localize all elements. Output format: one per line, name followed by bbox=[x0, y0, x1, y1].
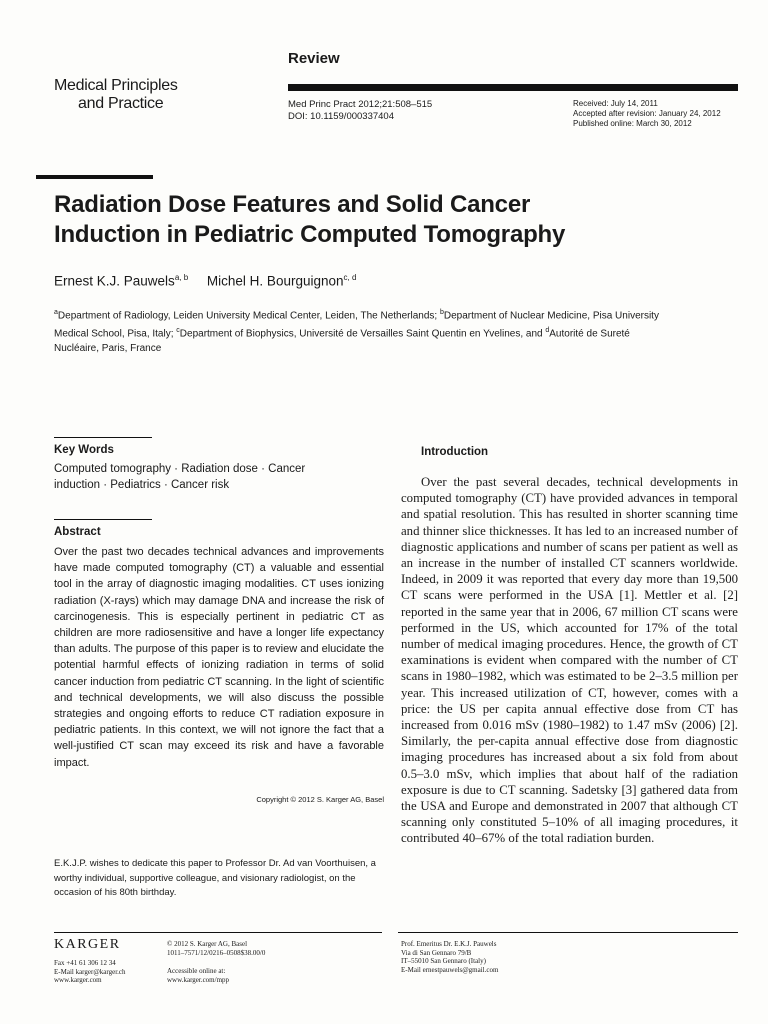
keywords-rule bbox=[54, 437, 152, 438]
affiliation-text: Department of Radiology, Leiden University Medical Center, Leiden, The Netherlands; bbox=[57, 310, 440, 322]
citation-reference: Med Princ Pract 2012;21:508–515 bbox=[288, 99, 433, 110]
correspondence-name: Prof. Emeritus Dr. E.K.J. Pauwels bbox=[401, 940, 497, 948]
article-title-line1: Radiation Dose Features and Solid Cancer bbox=[54, 191, 531, 218]
online-label: Accessible online at: bbox=[167, 967, 226, 975]
footer-rule-left bbox=[54, 932, 382, 933]
article-title-line2: Induction in Pediatric Computed Tomography bbox=[54, 221, 566, 248]
publisher-contact bbox=[54, 959, 126, 985]
header-rule bbox=[288, 84, 738, 91]
affiliation-text: Department of Biophysics, Université de Versailles Saint Quentin en Yvelines, and bbox=[179, 328, 546, 340]
author-name: Ernest K.J. Pauwels bbox=[54, 273, 175, 289]
affiliation-marker: d bbox=[545, 326, 550, 334]
author-name: Michel H. Bourguignon bbox=[206, 273, 344, 289]
keywords-list bbox=[54, 461, 354, 493]
abstract-heading: Abstract bbox=[54, 526, 101, 538]
affiliation-marker: c bbox=[176, 326, 180, 334]
abstract-copyright: Copyright © 2012 S. Karger AG, Basel bbox=[256, 795, 384, 804]
footer-copyright: © 2012 S. Karger AG, Basel bbox=[167, 940, 248, 948]
journal-name bbox=[54, 77, 178, 113]
dedication-note: E.K.J.P. wishes to dedicate this paper to Professor Dr. Ad van Voorthuisen, a worthy individual, supportive colleague, and visionary radiologist, on the occasion of his 80th birthday. bbox=[54, 858, 376, 898]
correspondence-street: Via di San Gennaro 79/B bbox=[401, 948, 472, 957]
affiliation-text: Department of Nuclear Medicine, Pisa University Medical School, Pisa, Italy; bbox=[54, 310, 659, 340]
publication-info bbox=[167, 940, 265, 957]
journal-name-line2: and Practice bbox=[78, 95, 164, 112]
author-affiliation-marker: a, b bbox=[174, 273, 189, 282]
author-list bbox=[54, 273, 356, 289]
abstract-text: Over the past two decades technical advances and improvements have made computed tomography (CT) a valuable and essential tool in the array of diagnostic imaging modalities. CT uses ionizing radiation (X-rays) which may damage DNA and increase the risk of carcinogenesis. This is especially pertinent in pediatric CT as children are more radiosensitive and have a longer life expectancy than adults. The purpose of this paper is to review and elucidate the potential harmful effects of ionizing radiation in terms of solid cancer induction from pediatric CT scanning. In the light of scientific and technical developments, we will also discuss the possible strategies and ongoing efforts to reduce CT radiation exposure in pediatric patients. In this context, we will not ignore the fact that a well-justified CT scan may exceed its risk and have a favorable impact. bbox=[54, 546, 385, 769]
affiliation-marker: b bbox=[439, 309, 444, 316]
author-affiliation-marker: c, d bbox=[343, 273, 357, 282]
keywords-line: Computed tomography · Radiation dose · Cancer bbox=[54, 463, 306, 475]
affiliation-marker: a bbox=[54, 309, 58, 316]
journal-name-line1: Medical Principles bbox=[54, 77, 178, 94]
publisher-website[interactable]: www.karger.com bbox=[54, 976, 102, 984]
correspondence-address bbox=[401, 940, 498, 974]
online-url[interactable]: www.karger.com/mpp bbox=[167, 975, 230, 984]
publisher-fax: Fax +41 61 306 12 34 bbox=[54, 959, 116, 967]
date-accepted: Accepted after revision: January 24, 2012 bbox=[573, 109, 721, 118]
citation-doi[interactable]: DOI: 10.1159/000337404 bbox=[288, 111, 394, 122]
keywords-line: induction · Pediatrics · Cancer risk bbox=[54, 479, 230, 491]
keywords-heading: Key Words bbox=[54, 444, 114, 456]
article-dates bbox=[573, 99, 721, 129]
abstract-rule bbox=[54, 519, 152, 520]
date-published: Published online: March 30, 2012 bbox=[573, 119, 692, 128]
affiliations bbox=[54, 306, 674, 356]
article-title bbox=[54, 190, 734, 250]
introduction-heading: Introduction bbox=[421, 446, 489, 458]
online-access bbox=[167, 967, 229, 984]
publisher-email[interactable]: E-Mail karger@karger.ch bbox=[54, 967, 126, 976]
date-received: Received: July 14, 2011 bbox=[573, 99, 658, 108]
title-rule bbox=[36, 175, 153, 179]
publisher-logo: KARGER bbox=[54, 937, 121, 952]
correspondence-city: IT–55010 San Gennaro (Italy) bbox=[401, 957, 486, 965]
introduction-text: Over the past several decades, technical developments in computed tomography (CT) have provided advances in temporal and spatial resolution. This has resulted in shorter scanning time and thinner slice thicknesses. It has led to an increased number of diagnostic applications and number of scans per patient as well as an increase in the number of installed CT scanners worldwide. Indeed, in 2009 it was reported that every day more than 19,500 CT scans were performed in the USA [1]. Mettler et al. [2] reported in the same year that in 2006, 67 million CT scans were performed in the US, which accounted for 17% of the total number of medical imaging procedures. Hence, the growth of CT examinations is evident when compared with the number of CT scans in 1980–1982, which was estimated to be 2–3.5 million per year. This increased utilization of CT, however, comes with a price: the US per capita annual effective dose from CT has increased from 0.016 mSv (1980–1982) to 1.47 mSv (2006) [2]. Similarly, the per-capita annual effective dose from diagnostic imaging procedures has increased about a six fold from about 0.5–3.0 mSv, which implies that about half of the radiation exposure is due to CT scanning. Sadetsky [3] gathered data from the USA and Europe and demonstrated in 2007 that although CT scanning only constituted 5–10% of all imaging procedures, it contributed 40–67% of the total radiation burden. bbox=[401, 475, 738, 846]
footer-issn: 1011–7571/12/0216–0508$38.00/0 bbox=[167, 948, 266, 957]
citation bbox=[288, 99, 432, 123]
section-label: Review bbox=[288, 50, 340, 67]
footer-rule-right bbox=[398, 932, 738, 933]
correspondence-email[interactable]: E-Mail ernestpauwels@gmail.com bbox=[401, 965, 499, 974]
affiliation-text: Autorité de Sureté Nucléaire, Paris, France bbox=[54, 328, 630, 354]
